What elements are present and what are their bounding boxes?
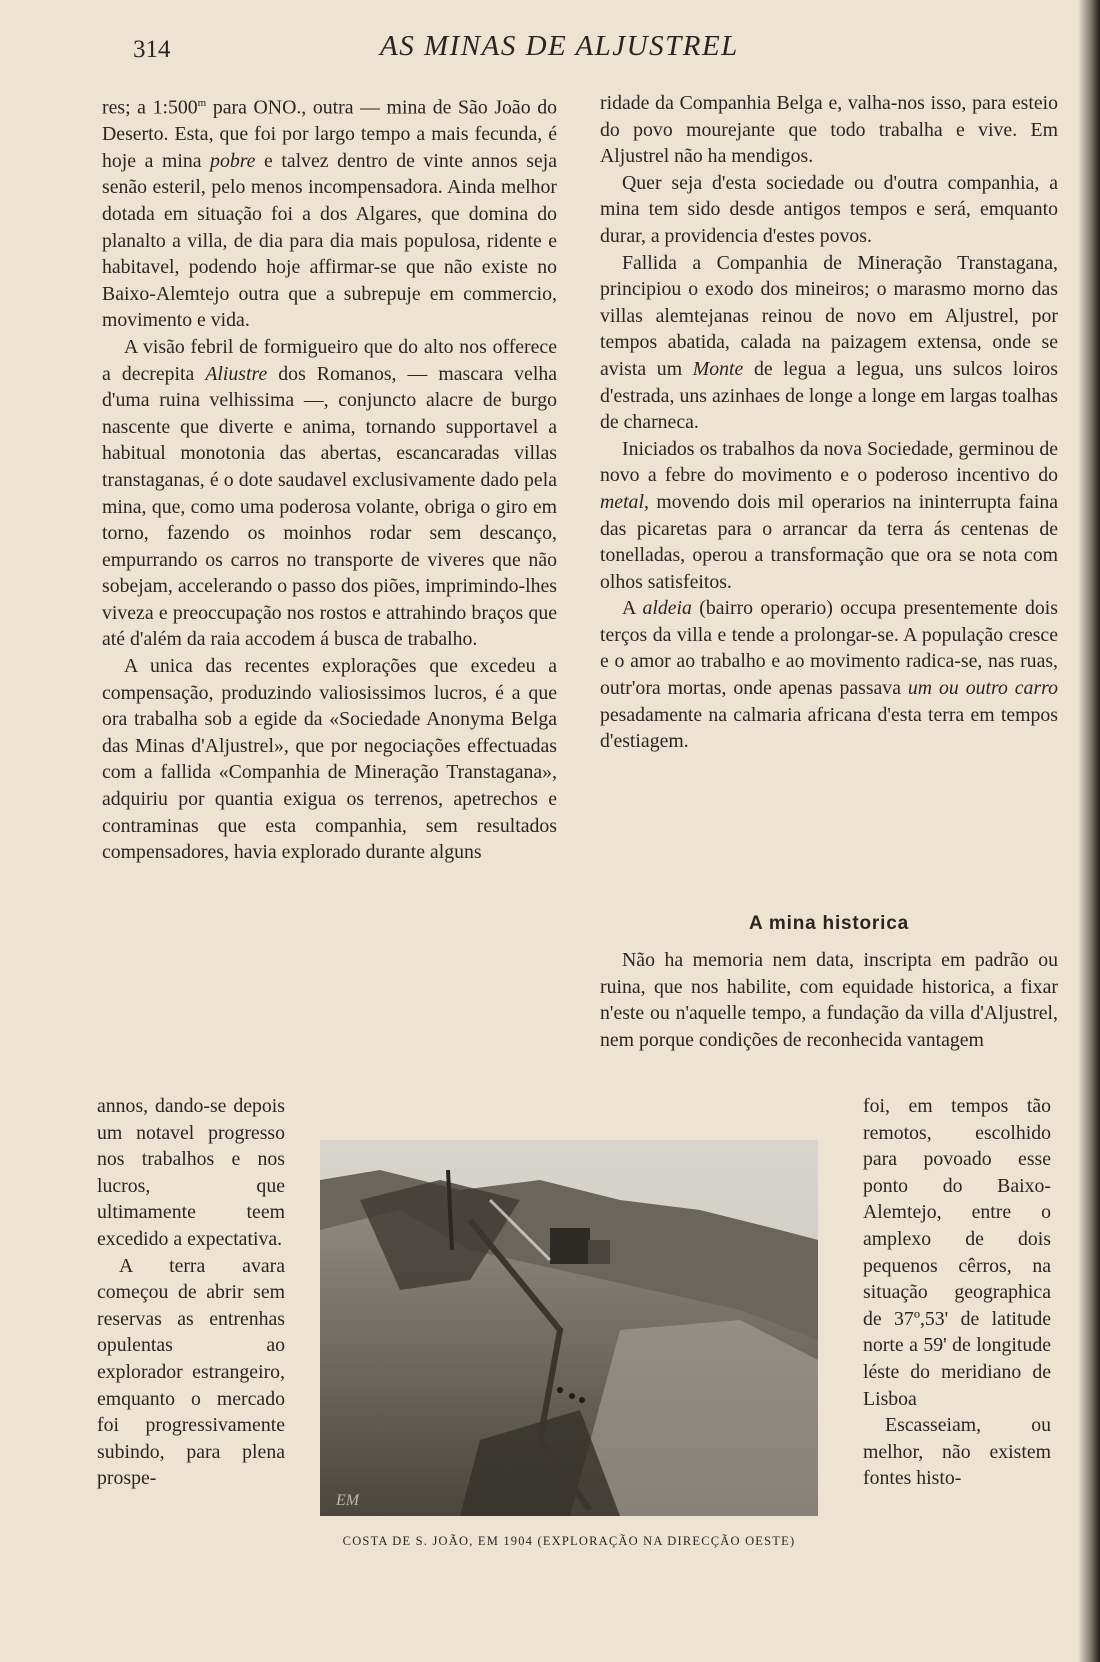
paragraph: annos, dando-se depois um notavel progresso nos trabalhos e nos lucros, que ultimamente teem excedido a expectativa. <box>97 1095 285 1250</box>
paragraph: Escasseiam, ou melhor, não existem fontes histo- <box>863 1414 1051 1490</box>
paragraph: res; a 1:500$^m$ para ONO., outra — mina de São João do Deserto. Esta, que foi por largo tempo a mais fecunda, é hoje a mina pobre e talvez dentro de vinte annos seja senão esteril, pelo menos incompensadora. Ainda melhor dotada em situação foi a dos Algares, que domina do planalto a villa, de dia para dia mais populosa, ridente e habitavel, podendo hoje affirmar-se que não existe no Baixo-Alemtejo outra que a subrepuje em commercio, movimento e vida. <box>102 96 557 332</box>
paragraph: Iniciados os trabalhos da nova Sociedade, germinou de novo a febre do movimento e o poderoso incentivo do metal, movendo dois mil operarios na ininterrupta faina das picaretas para o arrancar da terra ás centenas de tonelladas, operou a transformação que ora se nota com olhos satisfeitos. <box>600 437 1058 593</box>
left-wrap-column <box>97 1093 285 1492</box>
paragraph: A aldeia (bairro operario) occupa presentemente dois terços da villa e tende a prolongar-se. A população cresce e o amor ao trabalho e ao movimento radica-se, nas ruas, outr'ora mortas, onde apenas passava um ou outro carro pesadamente na calmaria africana d'esta terra em tempos d'estiagem. <box>600 597 1059 753</box>
page-edge-shadow <box>1078 0 1100 1662</box>
paragraph: A unica das recentes explorações que excedeu a compensação, produzindo valiosissimos lucros, é a que ora trabalha sob a egide da «Sociedade Anonyma Belga das Minas d'Aljustrel», que por negociações effectuadas com a fallida «Companhia de Mineração Transtagana», adquiriu por quantia exigua os terrenos, apetrechos e contraminas que esta companhia, sem resultados compensadores, havia explorado durante alguns <box>102 655 557 864</box>
running-title: AS MINAS DE ALJUSTREL <box>380 30 739 62</box>
section-heading: A mina historica <box>749 913 909 934</box>
paragraph: Quer seja d'esta sociedade ou d'outra companhia, a mina tem sido desde antigos tempos e será, emquanto durar, a providencia d'estes povos. <box>600 171 1058 247</box>
paragraph: A terra avara começou de abrir sem reservas as entrenhas opulentas ao explorador estrangeiro, emquanto o mercado foi progressivamente subindo, para plena prospe- <box>97 1254 285 1490</box>
mine-photo-illustration <box>320 1140 818 1516</box>
paragraph: Não ha memoria nem data, inscripta em padrão ou ruina, que nos habilite, com equidade historica, a fixar n'este ou n'aquelle tempo, a fundação da villa d'Aljustrel, nem porque condições de reconhecida vantagem <box>600 949 1058 1051</box>
paragraph: Fallida a Companhia de Mineração Transtagana, principiou o exodo dos mineiros; o marasmo morno das villas alemtejanas reinou de novo em Aljustrel, por tempos abatida, calada na paizagem extensa, onde se avista um Monte de legua a legua, uns sulcos loiros d'estrada, uns azinhaes de longe a longe em largas toalhas de charneca. <box>600 251 1058 434</box>
paragraph: A visão febril de formigueiro que do alto nos offerece a decrepita Aliustre dos Romanos, — mascara velha d'uma ruina velhissima —, conjuncto alacre de burgo nascente que diverte e anima, tornando supportavel a habitual monotonia das abertas, escancaradas villas transtaganas, é o dote saudavel exclusivamente dado pela mina, que, como uma poderosa volante, obriga o giro em torno, fazendo os moinhos rodar sem descanço, empurrando os carros no transporte de viveres que não sobejam, accelerando o passo dos piões, imprimindo-lhes viveza e preoccupação nos rostos e attrahindo braços que até d'além da raia accodem á busca de trabalho. <box>102 335 557 651</box>
page-number: 314 <box>133 36 171 63</box>
right-wrap-column <box>863 1093 1051 1492</box>
photo-signature: EM <box>336 1492 360 1509</box>
paragraph: foi, em tempos tão remotos, escolhido para povoado esse ponto do Baixo-Alemtejo, entre o amplexo de dois pequenos cêrros, na situação geographica de 37º,53' de latitude norte a 59' de longitude léste do meridiano de Lisboa <box>863 1095 1051 1410</box>
paragraph: ridade da Companhia Belga e, valha-nos isso, para esteio do povo mourejante que todo trabalha e vive. Em Aljustrel não ha mendigos. <box>600 92 1058 168</box>
figure-caption: COSTA DE S. JOÃO, EM 1904 (EXPLORAÇÃO NA DIRECÇÃO OESTE) <box>342 1534 796 1548</box>
right-column <box>600 90 1058 755</box>
left-column <box>102 90 557 866</box>
right-column-continued <box>600 947 1058 1053</box>
mine-photograph <box>320 1140 818 1516</box>
